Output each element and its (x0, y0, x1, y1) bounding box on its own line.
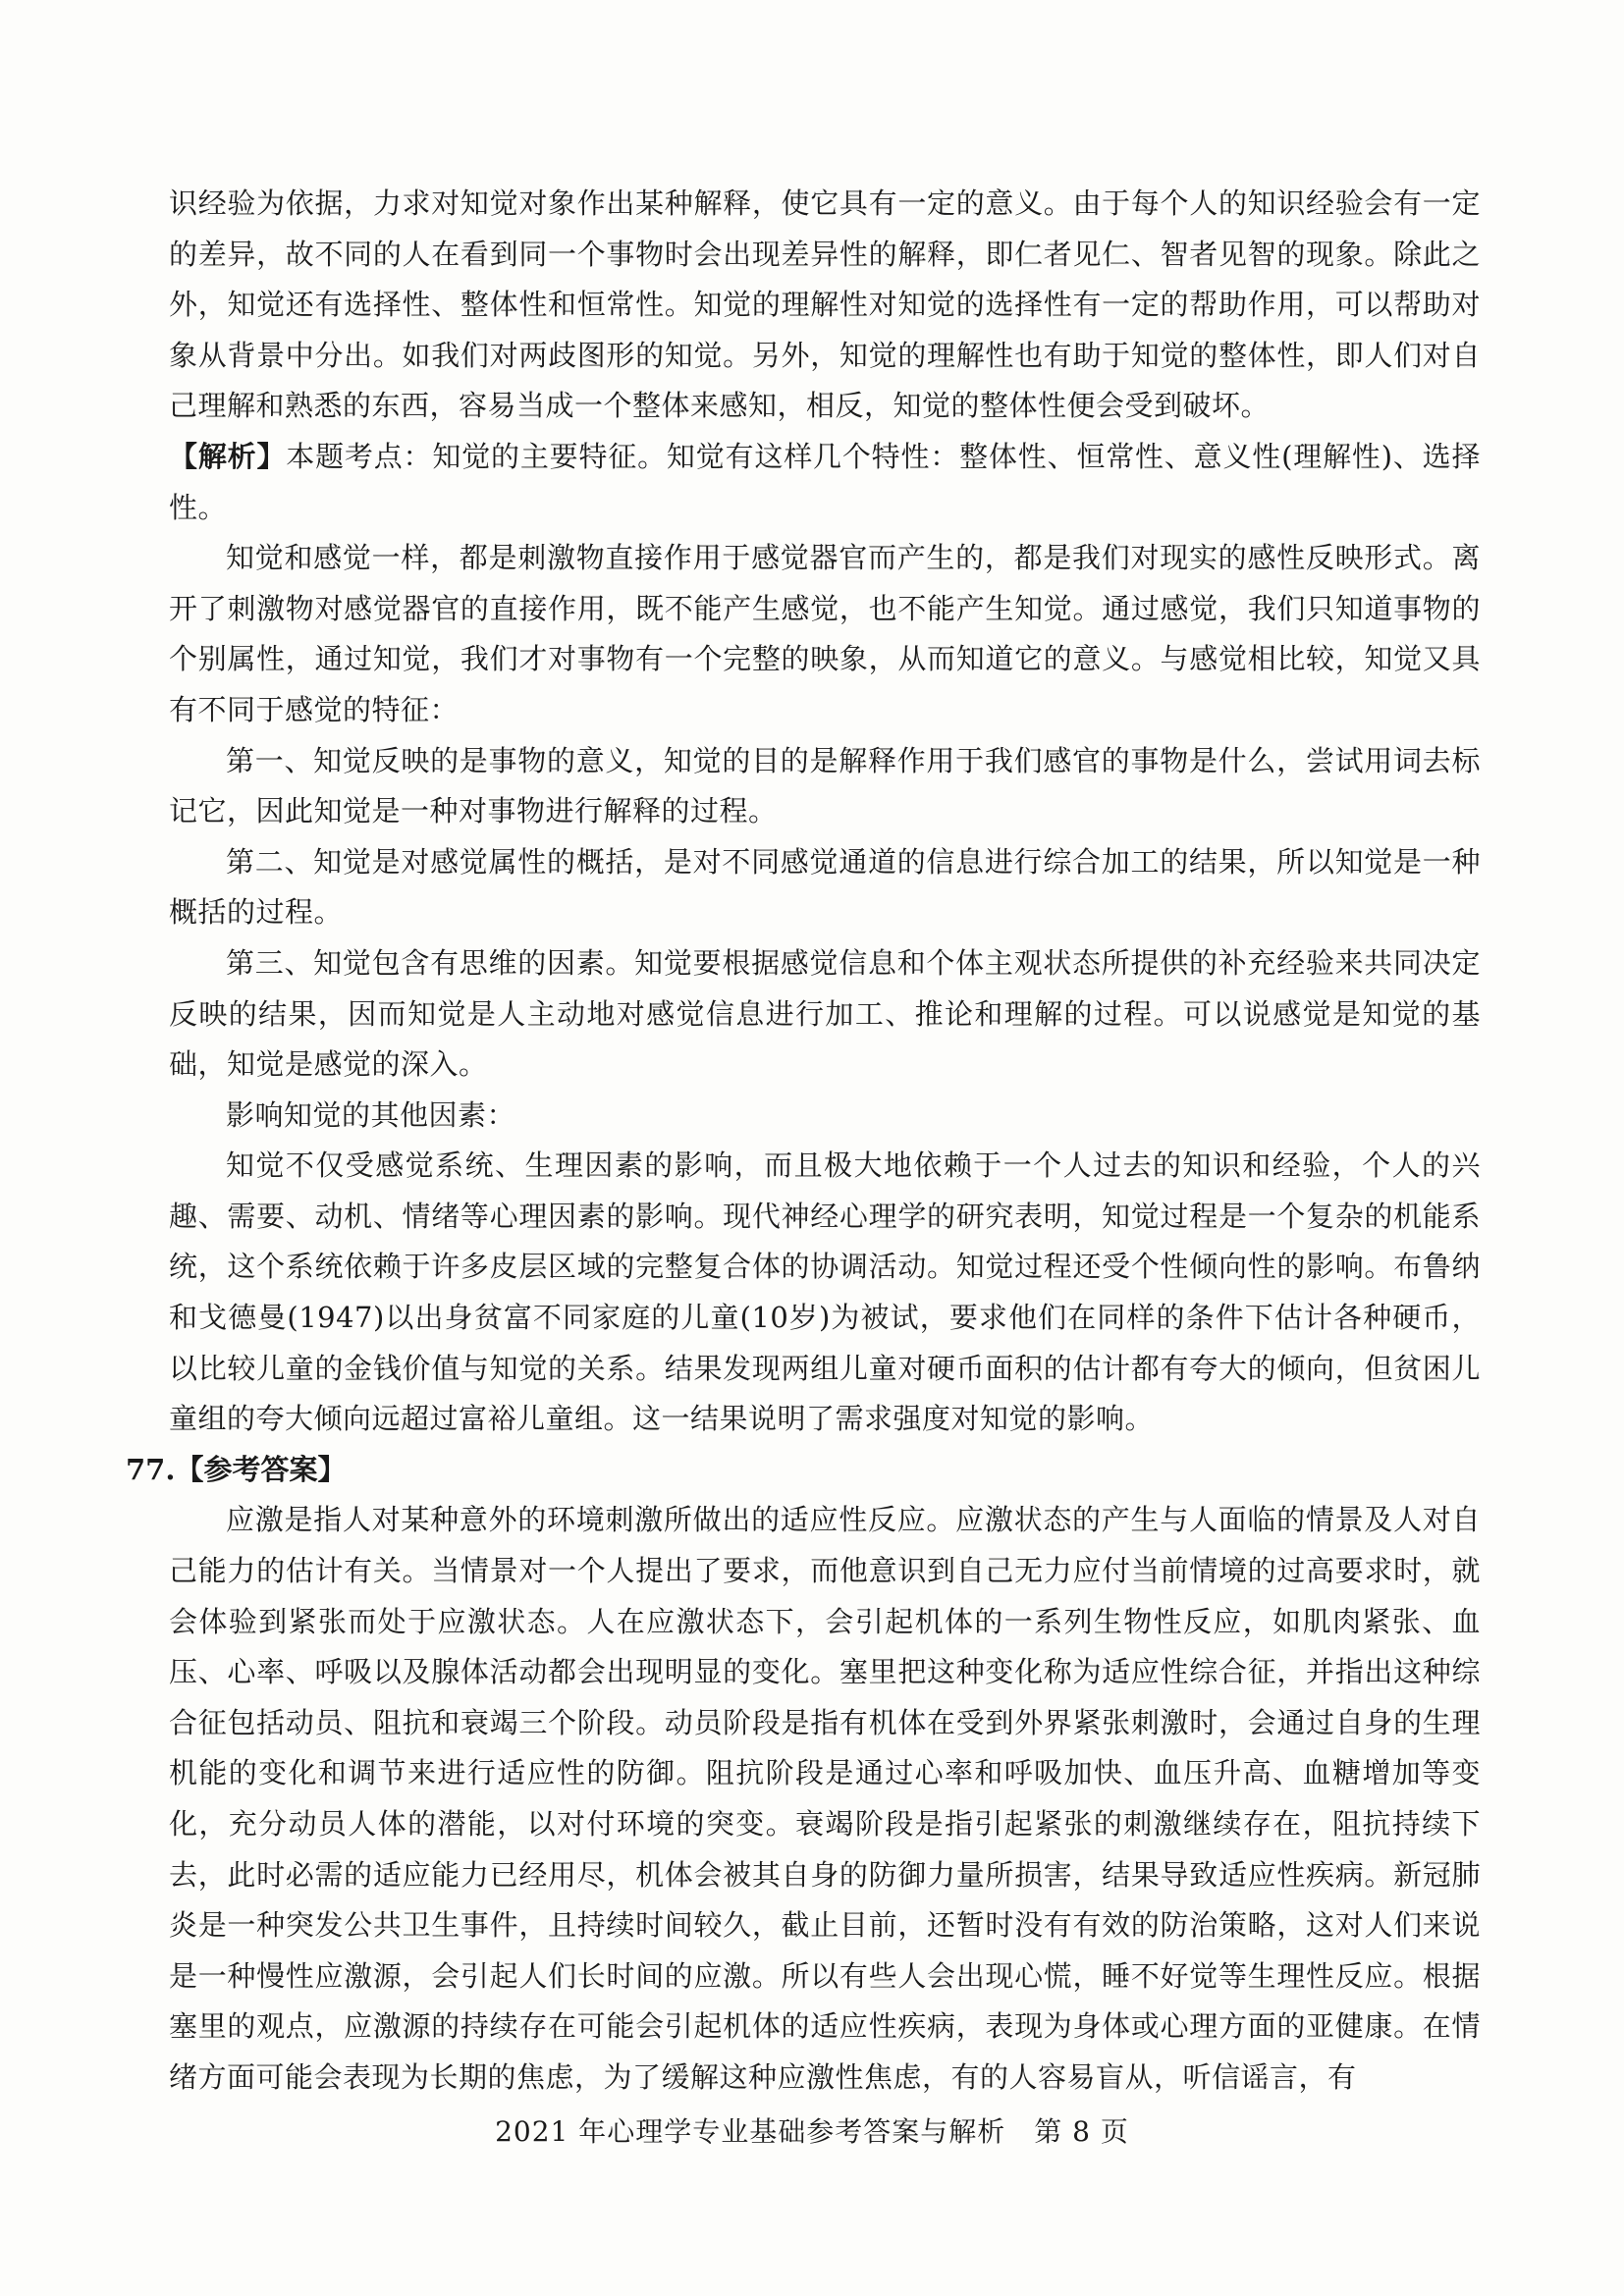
page-body (126, 179, 1481, 2104)
continued-paragraph: 识经验为依据，力求对知觉对象作出某种解释，使它具有一定的意义。由于每个人的知识经验会有一定的差异，故不同的人在看到同一个事物时会出现差异性的解释，即仁者见仁、智者见智的现象。除此之外，知觉还有选择性、整体性和恒常性。知觉的理解性对知觉的选择性有一定的帮助作用，可以帮助对象从背景中分出。如我们对两歧图形的知觉。另外，知觉的理解性也有助于知觉的整体性，即人们对自己理解和熟悉的东西，容易当成一个整体来感知，相反，知觉的整体性便会受到破坏。 (169, 187, 1481, 423)
question-77-answer: 应激是指人对某种意外的环境刺激所做出的适应性反应。应激状态的产生与人面临的情景及人对自己能力的估计有关。当情景对一个人提出了要求，而他意识到自己无力应付当前情境的过高要求时，就会体验到紧张而处于应激状态。人在应激状态下，会引起机体的一系列生物性反应，如肌肉紧张、血压、心率、呼吸以及腺体活动都会出现明显的变化。塞里把这种变化称为适应性综合征，并指出这种综合征包括动员、阻抗和衰竭三个阶段。动员阶段是指有机体在受到外界紧张刺激时，会通过自身的生理机能的变化和调节来进行适应性的防御。阻抗阶段是通过心率和呼吸加快、血压升高、血糖增加等变化，充分动员人体的潜能，以对付环境的突变。衰竭阶段是指引起紧张的刺激继续存在，阻抗持续下去，此时必需的适应能力已经用尽，机体会被其自身的防御力量所损害，结果导致适应性疾病。新冠肺炎是一种突发公共卫生事件，且持续时间较久，截止目前，还暂时没有有效的防治策略，这对人们来说是一种慢性应激源，会引起人们长时间的应激。所以有些人会出现心慌，睡不好觉等生理性反应。根据塞里的观点，应激源的持续存在可能会引起机体的适应性疾病，表现为身体或心理方面的亚健康。在情绪方面可能会表现为长期的焦虑，为了缓解这种应激性焦虑，有的人容易盲从，听信谣言，有 (169, 1503, 1481, 2094)
analysis-label: 【解析】 (169, 439, 287, 473)
analysis-paragraph: 第一、知觉反映的是事物的意义，知觉的目的是解释作用于我们感官的事物是什么，尝试用词去标记它，因此知觉是一种对事物进行解释的过程。 (169, 743, 1481, 828)
question-77-heading (126, 1445, 1437, 1496)
analysis-paragraph: 知觉和感觉一样，都是刺激物直接作用于感觉器官而产生的，都是我们对现实的感性反映形式。离开了刺激物对感觉器官的直接作用，既不能产生感觉，也不能产生知觉。通过感觉，我们只知道事物的个别属性，通过知觉，我们才对事物有一个完整的映象，从而知道它的意义。与感觉相比较，知觉又具有不同于感觉的特征： (169, 541, 1481, 726)
analysis-paragraph: 第三、知觉包含有思维的因素。知觉要根据感觉信息和个体主观状态所提供的补充经验来共同决定反映的结果，因而知觉是人主动地对感觉信息进行加工、推论和理解的过程。可以说感觉是知觉的基础，知觉是感觉的深入。 (169, 945, 1481, 1082)
page-footer: 2021 年心理学专业基础参考答案与解析 第 8 页 (495, 2115, 1129, 2148)
analysis-paragraph: 影响知觉的其他因素： (226, 1097, 516, 1132)
analysis-paragraph: 第二、知觉是对感觉属性的概括，是对不同感觉通道的信息进行综合加工的结果，所以知觉是一种概括的过程。 (169, 844, 1481, 930)
reference-answer-label: 【参考答案】 (175, 1452, 347, 1486)
analysis-intro (169, 432, 1481, 533)
analysis-paragraph: 知觉不仅受感觉系统、生理因素的影响，而且极大地依赖于一个人过去的知识和经验，个人的兴趣、需要、动机、情绪等心理因素的影响。现代神经心理学的研究表明，知觉过程是一个复杂的机能系统，这个系统依赖于许多皮层区域的完整复合体的协调活动。知觉过程还受个性倾向性的影响。布鲁纳和戈德曼(1947)以出身贫富不同家庭的儿童(10岁)为被试，要求他们在同样的条件下估计各种硬币，以比较儿童的金钱价值与知觉的关系。结果发现两组儿童对硬币面积的估计都有夸大的倾向，但贫困儿童组的夸大倾向远超过富裕儿童组。这一结果说明了需求强度对知觉的影响。 (169, 1148, 1481, 1436)
analysis-intro-text: 本题考点：知觉的主要特征。知觉有这样几个特性：整体性、恒常性、意义性(理解性)、选择性。 (169, 439, 1481, 524)
question-number: 77. (126, 1452, 176, 1486)
